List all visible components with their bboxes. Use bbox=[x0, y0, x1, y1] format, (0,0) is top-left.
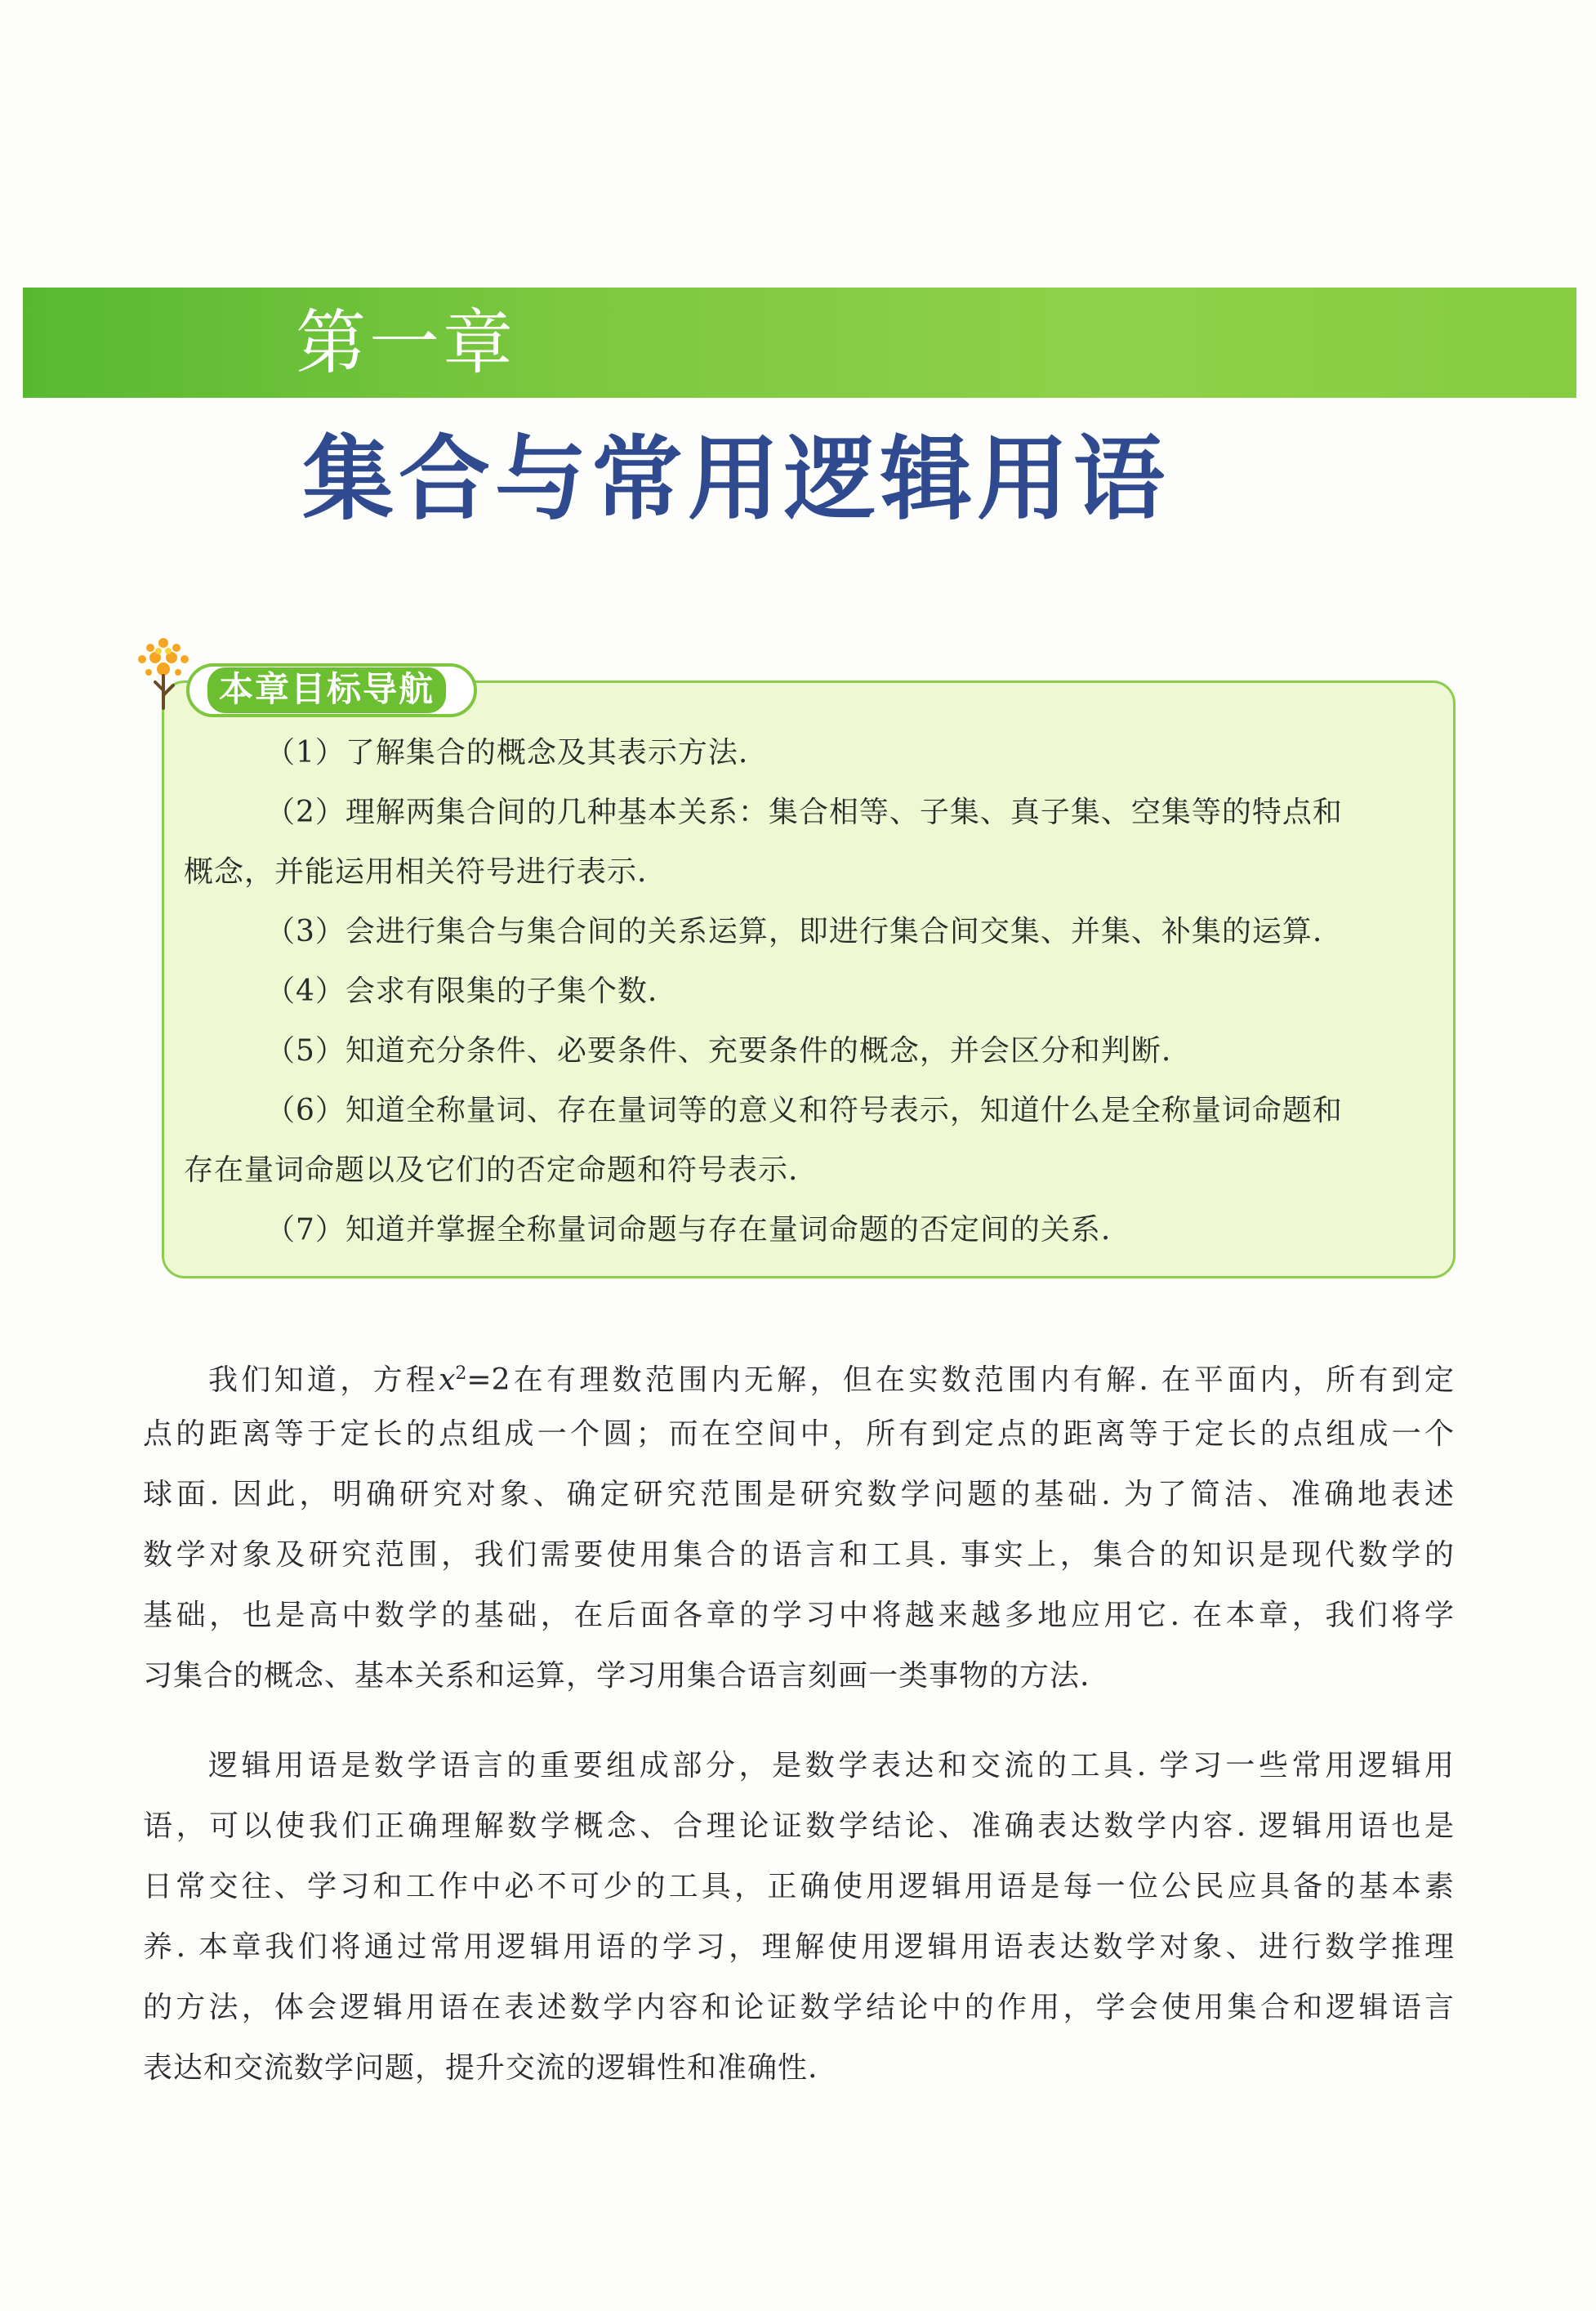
objective-6-cont: 存在量词命题以及它们的否定命题和符号表示. bbox=[184, 1153, 799, 1187]
intro-p1-line-1: 我们知道，方程$x^2=2$在有理数范围内无解，但在实数范围内有解. 在平面内，所有到定 bbox=[208, 1363, 1454, 1397]
objective-7: （7）知道并掌握全称量词命题与存在量词命题的否定间的关系. bbox=[265, 1213, 1112, 1247]
objective-2: （2）理解两集合间的几种基本关系：集合相等、子集、真子集、空集等的特点和 bbox=[265, 796, 1343, 829]
objective-3: （3）会进行集合与集合间的关系运算，即进行集合间交集、并集、补集的运算. bbox=[265, 915, 1323, 948]
objective-1: （1）了解集合的概念及其表示方法. bbox=[265, 736, 749, 770]
intro-p2-line-6: 表达和交流数学问题，提升交流的逻辑性和准确性. bbox=[143, 2051, 818, 2085]
objectives-heading-tab bbox=[186, 663, 477, 717]
intro-p1-line-6: 习集合的概念、基本关系和运算，学习用集合语言刻画一类事物的方法. bbox=[143, 1659, 1090, 1693]
objectives-heading: 本章目标导航 bbox=[207, 667, 446, 713]
sun-tree-icon bbox=[131, 633, 196, 715]
chapter-label: 第一章 bbox=[296, 302, 516, 384]
objective-4: （4）会求有限集的子集个数. bbox=[265, 975, 658, 1008]
intro-p2-line-5: 的方法，体会逻辑用语在表述数学内容和论证数学结论中的作用，学会使用集合和逻辑语言 bbox=[143, 1991, 1454, 2024]
intro-p2-line-2: 语，可以使我们正确理解数学概念、合理论证数学结论、准确表达数学内容. 逻辑用语也是 bbox=[143, 1809, 1454, 1843]
intro-p1-line-4: 数学对象及研究范围，我们需要使用集合的语言和工具. 事实上，集合的知识是现代数学的 bbox=[143, 1538, 1454, 1572]
intro-p2-line-3: 日常交往、学习和工作中必不可少的工具，正确使用逻辑用语是每一位公民应具备的基本素 bbox=[143, 1870, 1454, 1903]
chapter-band bbox=[23, 288, 1576, 398]
intro-p2-line-1: 逻辑用语是数学语言的重要组成部分，是数学表达和交流的工具. 学习一些常用逻辑用 bbox=[208, 1749, 1454, 1782]
chapter-title: 集合与常用逻辑用语 bbox=[302, 426, 1170, 533]
intro-p1-line-3: 球面. 因此，明确研究对象、确定研究范围是研究数学问题的基础. 为了简洁、准确地表述 bbox=[143, 1478, 1454, 1511]
intro-p1-line-2: 点的距离等于定长的点组成一个圆；而在空间中，所有到定点的距离等于定长的点组成一个 bbox=[143, 1417, 1454, 1451]
objective-2-cont: 概念，并能运用相关符号进行表示. bbox=[184, 855, 648, 889]
objective-6: （6）知道全称量词、存在量词等的意义和符号表示，知道什么是全称量词命题和 bbox=[265, 1094, 1343, 1127]
objective-5: （5）知道充分条件、必要条件、充要条件的概念，并会区分和判断. bbox=[265, 1034, 1172, 1068]
intro-p2-line-4: 养. 本章我们将通过常用逻辑用语的学习，理解使用逻辑用语表达数学对象、进行数学推理 bbox=[143, 1930, 1454, 1964]
intro-p1-line-5: 基础，也是高中数学的基础，在后面各章的学习中将越来越多地应用它. 在本章，我们将学 bbox=[143, 1599, 1454, 1632]
